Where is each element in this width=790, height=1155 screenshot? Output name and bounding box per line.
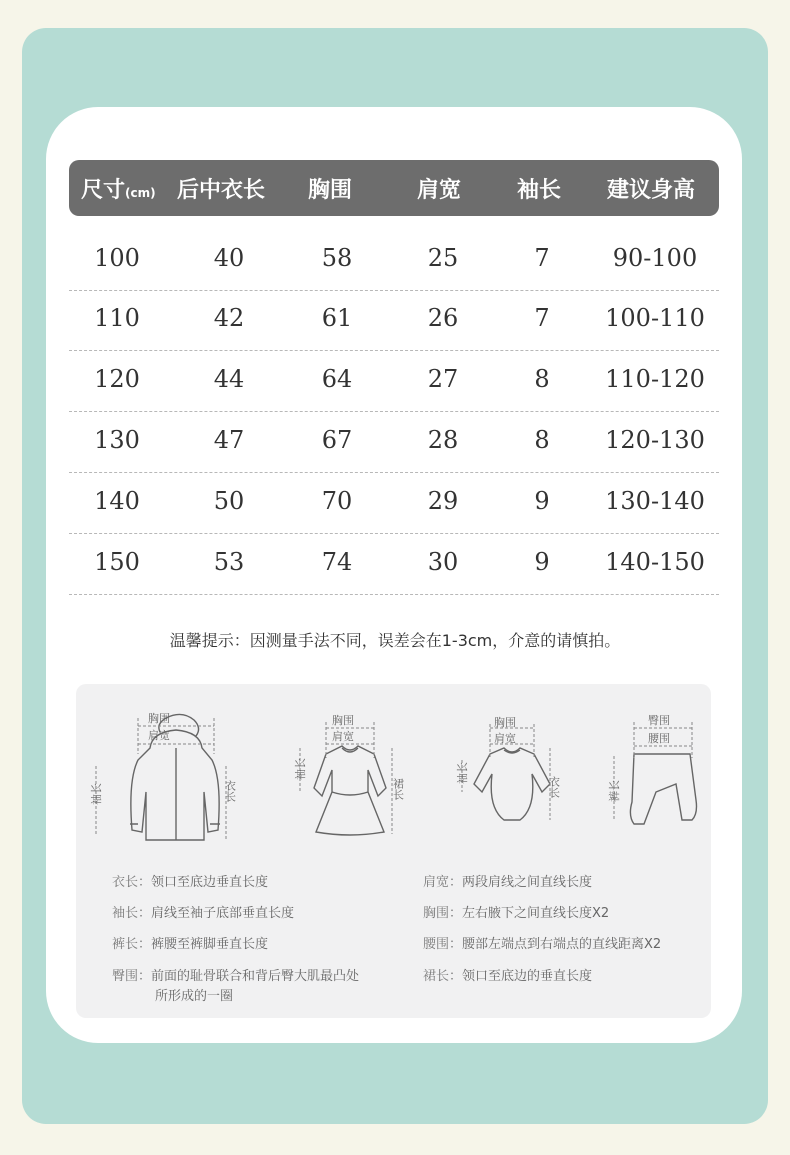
cell-shoulder: 26 xyxy=(427,304,459,332)
dress-length-label: 裙长 xyxy=(391,778,405,800)
pants-hip-label: 臀围 xyxy=(648,714,670,727)
cell-height: 140-150 xyxy=(605,548,705,576)
dress-sleeve-label: 袖长 xyxy=(294,758,307,780)
jacket-shoulder-label: 肩宽 xyxy=(148,729,170,742)
romper-shoulder-label: 肩宽 xyxy=(494,732,516,745)
definition-item: 裤长：裤腰至裤脚垂直长度 xyxy=(112,937,269,952)
romper-chest-label: 胸围 xyxy=(494,716,516,729)
pants-illustration xyxy=(600,708,700,838)
cell-chest: 61 xyxy=(321,304,353,332)
cell-size: 110 xyxy=(94,304,140,332)
cell-height: 130-140 xyxy=(605,487,705,515)
cell-shoulder: 25 xyxy=(427,244,459,272)
cell-height: 90-100 xyxy=(612,244,698,272)
cell-size: 120 xyxy=(94,365,140,393)
col-shoulder: 肩宽 xyxy=(417,178,462,203)
col-height: 建议身高 xyxy=(607,178,696,203)
table-header xyxy=(69,160,719,216)
cell-height: 120-130 xyxy=(605,426,705,454)
cell-size: 140 xyxy=(94,487,140,515)
cell-length: 42 xyxy=(213,304,245,332)
cell-shoulder: 30 xyxy=(427,548,459,576)
dress-shoulder-label: 肩宽 xyxy=(332,730,354,743)
table-row xyxy=(69,290,719,351)
jacket-sleeve-label: 袖长 xyxy=(90,783,103,805)
definition-item: 裙长：领口至底边的垂直长度 xyxy=(423,969,593,984)
cell-sleeve: 7 xyxy=(534,244,550,272)
cell-shoulder: 29 xyxy=(427,487,459,515)
cell-sleeve: 9 xyxy=(534,487,550,515)
cell-chest: 74 xyxy=(321,548,353,576)
romper-sleeve-label: 袖长 xyxy=(456,762,469,784)
definition-item: 袖长：肩线至袖子底部垂直长度 xyxy=(112,906,295,921)
table-row xyxy=(69,412,719,473)
pants-length-label: 裤长 xyxy=(608,780,621,802)
cell-sleeve: 8 xyxy=(534,426,550,454)
cell-chest: 58 xyxy=(321,244,353,272)
cell-size: 100 xyxy=(94,244,140,272)
cell-size: 150 xyxy=(94,548,140,576)
measurement-tip: 温馨提示：因测量手法不同，误差会在1-3cm，介意的请慎拍。 xyxy=(169,631,621,650)
cell-sleeve: 7 xyxy=(534,304,550,332)
cell-length: 44 xyxy=(213,365,245,393)
romper-length-label: 衣长 xyxy=(547,776,561,798)
col-size: 尺寸(cm) xyxy=(81,178,156,203)
cell-length: 40 xyxy=(213,244,245,272)
cell-sleeve: 9 xyxy=(534,548,550,576)
cell-shoulder: 28 xyxy=(427,426,459,454)
cell-length: 50 xyxy=(213,487,245,515)
definition-item: 肩宽：两段肩线之间直线长度 xyxy=(423,875,593,890)
jacket-illustration xyxy=(90,700,250,850)
definition-item: 衣长：领口至底边垂直长度 xyxy=(112,875,269,890)
cell-size: 130 xyxy=(94,426,140,454)
col-chest: 胸围 xyxy=(308,178,353,203)
romper-illustration xyxy=(446,712,576,832)
col-sleeve: 袖长 xyxy=(517,178,562,203)
cell-shoulder: 27 xyxy=(427,365,459,393)
definition-item: 胸围：左右腋下之间直线长度X2 xyxy=(423,906,610,921)
table-row xyxy=(69,473,719,534)
cell-sleeve: 8 xyxy=(534,365,550,393)
cell-chest: 67 xyxy=(321,426,353,454)
jacket-chest-label: 胸围 xyxy=(148,712,170,725)
table-row xyxy=(69,534,719,595)
table-row xyxy=(69,230,719,291)
definition-item: 臀围：前面的耻骨联合和背后臀大肌最凸处 所形成的一圈 xyxy=(112,969,360,1004)
cell-height: 110-120 xyxy=(605,365,705,393)
cell-chest: 70 xyxy=(321,487,353,515)
table-row xyxy=(69,351,719,412)
cell-length: 47 xyxy=(213,426,245,454)
pants-waist-label: 腰围 xyxy=(648,732,670,745)
cell-height: 100-110 xyxy=(605,304,705,332)
cell-chest: 64 xyxy=(321,365,353,393)
jacket-length-label: 衣长 xyxy=(223,780,237,802)
cell-length: 53 xyxy=(213,548,245,576)
dress-illustration xyxy=(280,708,420,848)
col-length: 后中衣长 xyxy=(177,178,266,203)
dress-chest-label: 胸围 xyxy=(332,714,354,727)
definition-item: 腰围：腰部左端点到右端点的直线距离X2 xyxy=(423,937,662,952)
